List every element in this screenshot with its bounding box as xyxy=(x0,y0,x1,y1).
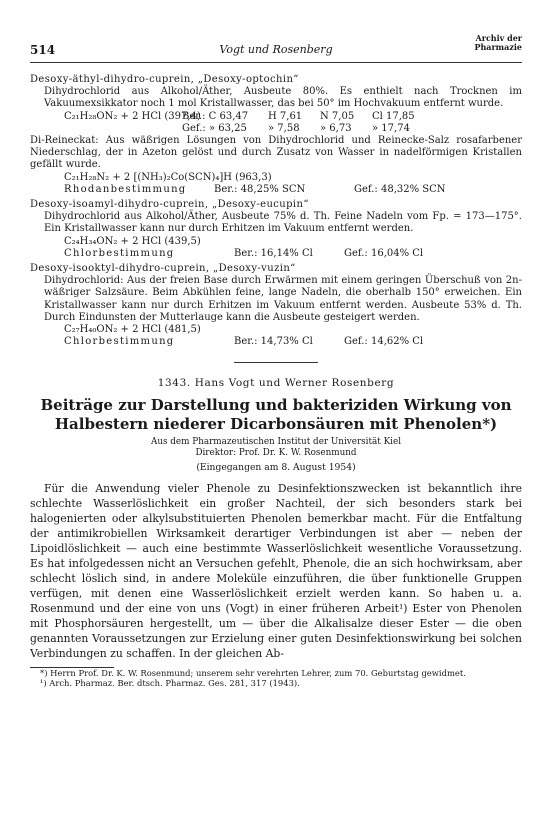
determination-calculated: Ber.: 14,73% Cl xyxy=(234,336,313,348)
page-body xyxy=(30,74,522,689)
compound-entry-desoxy-optochin xyxy=(30,74,522,196)
analysis-cell: Ber.: C 63,47 xyxy=(182,110,249,122)
compound-entry-desoxy-eucupin xyxy=(30,199,522,260)
determination-found: Gef.: 16,04% Cl xyxy=(344,247,424,259)
compound-description: Dihydrochlorid: Aus der freien Base durch Erwärmen mit einem geringen Überschuß von 2n-wäßriger Salzsäure. Beim Abkühlen feine, lange Nadeln, die oberhalb 150° erweichen. Ein Kristallwasser kann nur durch Erhitzen im Vakuum entfernt werden. Ausbeute 53% d. Th. Durch Eindunsten der Mutterlauge kann die Ausbeute gesteigert werden. xyxy=(44,275,522,323)
molecular-formula: C₂₁H₂₈N₂ + 2 [(NH₃)₂Co(SCN)₄]H (963,3) xyxy=(64,171,272,183)
determination-row xyxy=(30,184,522,196)
journal-name-line2: Pharmazie xyxy=(474,42,522,52)
compound-name: Desoxy-äthyl-dihydro-cuprein, „Desoxy-optochin“ xyxy=(30,74,299,85)
intro-paragraph: Für die Anwendung vieler Phenole zu Desinfektionszwecken ist bekanntlich ihre schlechte Wasserlöslichkeit ein großer Nachteil, der sich besonders stark bei halogenierten oder alkylsubstituierten Phenolen bemerkbar macht. Für die Entfaltung der antimikrobiellen Wirksamkeit derartiger Verbindungen ist aber — neben der Lipoidlöslichkeit — auch eine bestimmte Wasserlöslichkeit wesentliche Voraussetzung. Es hat infolgedessen nicht an Versuchen gefehlt, Phenole, die an sich hochwirksam, aber schlecht löslich sind, in andere Moleküle einzuführen, die über funktionelle Gruppen verfügen, mit denen eine Wasserlöslichkeit erzielt werden kann. So haben u. a. Rosenmund und der eine von uns (Vogt) in einer früheren Arbeit¹) Ester von Phenolen mit Phosphorsäuren hergestellt, um — über die Alkalisalze dieser Ester — die oben genannten Voraussetzungen zur Erzielung einer guten Desinfektionswirkung bei solchen Verbindungen zu schaffen. In der gleichen Ab- xyxy=(30,481,522,660)
running-header xyxy=(30,34,522,63)
compound-entry-desoxy-vuzin xyxy=(30,263,522,348)
analysis-cell: H 7,61 xyxy=(268,110,303,122)
article-title-line1: Beiträge zur Darstellung und bakteriziden Wirkung von xyxy=(40,395,512,414)
compound-description: Dihydrochlorid aus Alkohol/Äther, Ausbeute 75% d. Th. Feine Nadeln vom Fp. = 173—175°. Ein Kristallwasser kann nur durch Erhitzen im Vakuum entfernt werden. xyxy=(44,211,522,235)
page-number: 514 xyxy=(30,43,56,57)
received-date: (Eingegangen am 8. August 1954) xyxy=(196,461,356,473)
analysis-cell: » 7,58 xyxy=(268,122,300,134)
journal-name xyxy=(474,34,522,52)
analysis-cell: » 17,74 xyxy=(372,122,410,134)
determination-calculated: Ber.: 16,14% Cl xyxy=(234,247,313,259)
determination-label: Chlorbestimmung xyxy=(64,336,175,348)
compound-description: Dihydrochlorid aus Alkohol/Äther, Ausbeute 80%. Es enthielt nach Trocknen im Vakuumexsikkator noch 1 mol Kristallwasser, das bei 50° im Hochvakuum entfernt wurde. xyxy=(44,86,522,110)
director-line: Direktor: Prof. Dr. K. W. Rosenmund xyxy=(195,447,357,458)
determination-calculated: Ber.: 48,25% SCN xyxy=(214,183,306,195)
molecular-formula: C₂₄H₃₄ON₂ + 2 HCl (439,5) xyxy=(64,235,201,247)
footnote-dedication: *) Herrn Prof. Dr. K. W. Rosenmund; unserem sehr verehrten Lehrer, zum 70. Geburtstag gewidmet. xyxy=(40,667,466,678)
running-title: Vogt und Rosenberg xyxy=(219,43,333,56)
institute-line: Aus dem Pharmazeutischen Institut der Universität Kiel xyxy=(150,436,402,447)
determination-row xyxy=(30,248,522,260)
determination-row xyxy=(30,336,522,348)
determination-found: Gef.: 14,62% Cl xyxy=(344,336,424,348)
determination-found: Gef.: 48,32% SCN xyxy=(354,183,446,195)
determination-label: Chlorbestimmung xyxy=(64,247,175,259)
footnote-reference: ¹) Arch. Pharmaz. Ber. dtsch. Pharmaz. Ges. 281, 317 (1943). xyxy=(40,678,300,689)
journal-name-line1: Archiv der xyxy=(475,33,522,43)
molecular-formula: C₂₁H₂₈ON₂ + 2 HCl (397,4) xyxy=(64,110,201,122)
determination-label: Rhodanbestimmung xyxy=(64,183,187,195)
compound-name: Desoxy-isoamyl-dihydro-cuprein, „Desoxy-eucupin“ xyxy=(30,199,309,211)
molecular-formula: C₂₇H₄₀ON₂ + 2 HCl (481,5) xyxy=(64,324,201,336)
analysis-cell: » 6,73 xyxy=(320,122,352,134)
section-divider xyxy=(234,362,318,363)
article-title xyxy=(30,396,522,434)
analysis-calculated-row xyxy=(30,111,522,123)
article-title-line2: Halbestern niederer Dicarbonsäuren mit Phenolen*) xyxy=(54,414,498,433)
article-number-authors: 1343. Hans Vogt und Werner Rosenberg xyxy=(157,377,395,390)
analysis-cell: Gef.: » 63,25 xyxy=(182,122,247,134)
compound-name: Desoxy-isooktyl-dihydro-cuprein, „Desoxy-vuzin“ xyxy=(30,263,296,275)
reineckate-description: Di-Reineckat: Aus wäßrigen Lösungen von Dihydrochlorid und Reinecke-Salz rosafarbener Niederschlag, der in Azeton gelöst und durch Zusatz von Wasser in nadelförmigen Kristallen gefällt wurde. xyxy=(30,135,522,171)
analysis-found-row xyxy=(30,123,522,135)
analysis-cell: Cl 17,85 xyxy=(372,110,415,122)
analysis-cell: N 7,05 xyxy=(320,110,355,122)
